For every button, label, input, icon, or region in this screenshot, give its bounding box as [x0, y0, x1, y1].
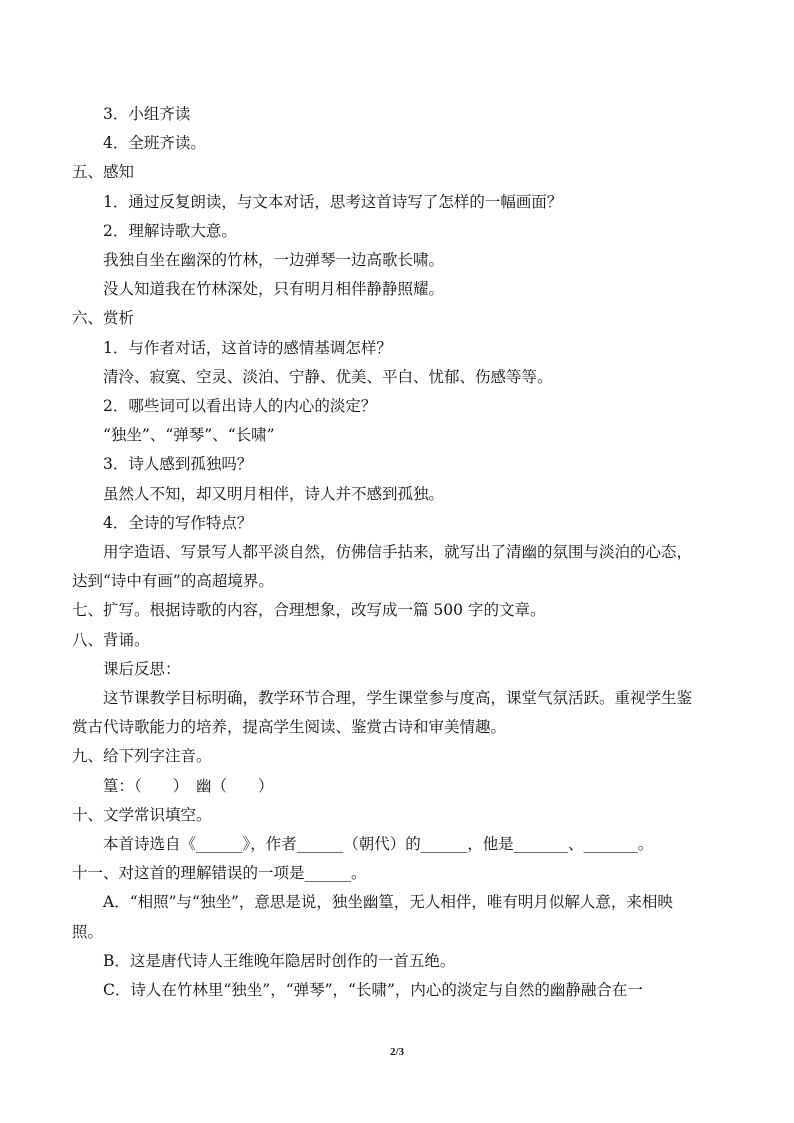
text-line: 2．哪些词可以看出诗人的内心的淡定？ — [103, 397, 377, 416]
text-line: 1．与作者对话，这首诗的感情基调怎样？ — [103, 338, 392, 357]
text-line: 赏古代诗歌能力的培养，提高学生阅读、鉴赏古诗和审美情趣。 — [72, 718, 507, 737]
text-line: 十一、对这首的理解错误的一项是______。 — [72, 864, 367, 883]
text-line: 我独自坐在幽深的竹林，一边弹琴一边高歌长啸。 — [103, 251, 445, 270]
text-line: C．诗人在竹林里“独坐”，“弹琴”，“长啸”，内心的淡定与自然的幽静融合在一 — [103, 981, 643, 1000]
text-line: 八、背诵。 — [72, 630, 150, 649]
text-line: 本首诗选自《______》，作者______（朝代）的______，他是_______、_______。 — [103, 835, 654, 854]
page-number: 2/3 — [389, 1046, 405, 1058]
text-line: B．这是唐代诗人王维晚年隐居时创作的一首五绝。 — [103, 951, 456, 970]
text-line: 这节课教学目标明确，教学环节合理，学生课堂参与度高，课堂气氛活跃。重视学生鉴 — [103, 689, 693, 708]
text-line: 清泠、寂寞、空灵、淡泊、宁静、优美、平白、忧郁、伤感等等。 — [103, 367, 553, 386]
text-line: 达到“诗中有画”的高超境界。 — [72, 572, 274, 591]
text-line: 六、赏析 — [72, 309, 135, 328]
text-line: “独坐”、“弹琴”、“长啸” — [103, 426, 275, 445]
text-line: 4．全班齐读。 — [103, 134, 206, 153]
text-line: 1．通过反复朗读，与文本对话，思考这首诗写了怎样的一幅画面？ — [103, 192, 563, 211]
text-line: 照。 — [72, 922, 104, 941]
text-line: 4．全诗的写作特点？ — [103, 513, 253, 532]
text-line: 课后反思： — [103, 659, 181, 678]
text-line: 2．理解诗歌大意。 — [103, 221, 237, 240]
text-line: 用字造语、写景写人都平淡自然，仿佛信手拈来，就写出了清幽的氛围与淡泊的心态， — [103, 543, 693, 562]
text-line: 五、感知 — [72, 163, 135, 182]
text-line: 没人知道我在竹林深处，只有明月相伴静静照耀。 — [103, 280, 445, 299]
text-line: 十、文学常识填空。 — [72, 805, 212, 824]
text-line: 九、给下列字注音。 — [72, 747, 212, 766]
text-line: 虽然人不知，却又明月相伴，诗人并不感到孤独。 — [103, 484, 445, 503]
text-line: 七、扩写。根据诗歌的内容，合理想象，改写成一篇 500 字的文章。 — [72, 601, 546, 620]
text-line: A．“相照”与“独坐”，意思是说，独坐幽篁，无人相伴，唯有明月似解人意，来相映 — [103, 893, 673, 912]
document-body — [72, 100, 722, 1005]
text-line: 篁：（ ） 幽（ ） — [103, 776, 274, 795]
text-line: 3．诗人感到孤独吗？ — [103, 455, 253, 474]
text-line: 3．小组齐读 — [103, 105, 191, 123]
